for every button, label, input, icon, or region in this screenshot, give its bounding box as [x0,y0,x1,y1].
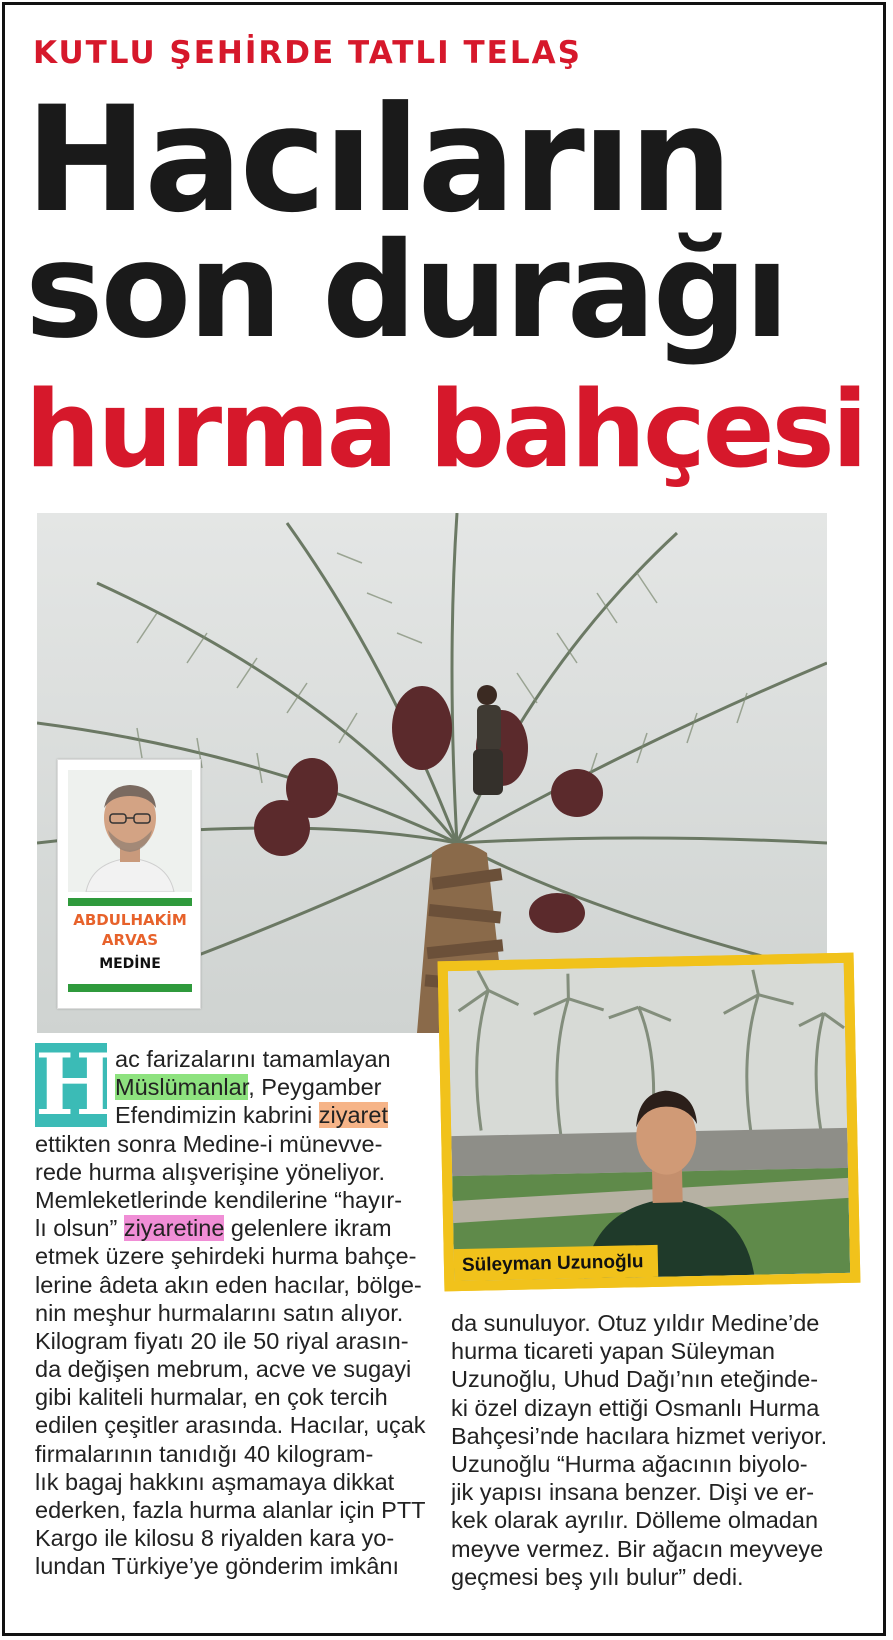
text-line: kek olarak ayrılır. Dölleme olmadan [451,1507,819,1534]
text-line: Bahçesi’nde hacılara hizmet veriyor. [451,1422,828,1449]
text-line: hurma ticareti yapan Süleyman [451,1338,775,1365]
text-fragment: lı olsun” [35,1215,124,1242]
text-line: lık bagaj hakkını aşmamaya dikkat [35,1468,395,1495]
body-column-1 [35,1035,435,1581]
author-city: MEDİNE [99,956,161,972]
photo-caption: Süleyman Uzunoğlu [454,1245,658,1281]
text-line: da sunuluyor. Otuz yıldır Medine’de [451,1310,820,1336]
text-line: geçmesi beş yılı bulur” dedi. [451,1563,744,1590]
text-line: ac farizalarını tamamlayan [115,1046,391,1072]
text-line: rede hurma alışverişine yöneliyor. [35,1158,386,1185]
text-line: Uzunoğlu, Uhud Dağı’nın eteğinde- [451,1366,819,1393]
text-line: lerine âdeta akın eden hacılar, bölge- [35,1271,422,1298]
text-line: etmek üzere şehirdeki hurma bahçe- [35,1243,417,1270]
author-bar-bottom [68,984,192,992]
author-portrait-illustration [68,770,192,892]
text-line: edilen çeşitler arasında. Hacılar, uçak [35,1412,426,1439]
text-line: Kilogram fiyatı 20 ile 50 riyal arasın- [35,1327,409,1354]
dropcap: H [35,1035,115,1134]
author-name-line-1: ABDULHAKİM [73,911,187,929]
text-fragment: Efendimizin kabrini [115,1102,319,1129]
highlight-pink: ziyaretine [123,1215,225,1242]
text-line: lundan Türkiye’ye gönderim imkânı [35,1553,399,1580]
author-bar-top [68,898,192,906]
text-line: nin meşhur hurmalarını satın alıyor. [35,1299,404,1326]
text-line: meyve vermez. Bir ağacın meyveye [451,1535,824,1562]
text-fragment: , Peygamber [248,1074,382,1101]
newspaper-page [2,2,886,1636]
text-line: firmalarının tanıdığı 40 kilogram- [35,1440,374,1467]
text-line: ettikten sonra Medine-i münevve- [35,1130,383,1157]
text-line: jik yapısı insana benzer. Dişi ve er- [451,1479,815,1506]
text-fragment: gelenlere ikram [224,1215,392,1242]
text-line [35,1214,435,1242]
body-column-2 [451,1309,851,1591]
headline-line-1: Hacıların [25,75,730,245]
text-line: Memleketlerinde kendilerine “hayır- [35,1186,403,1213]
text-line: gibi kaliteli hurmalar, en çok tercih [35,1384,388,1411]
author-avatar [68,770,192,892]
inset-photo [438,953,861,1292]
text-line: Uzunoğlu “Hurma ağacının biyolo- [451,1450,808,1477]
author-name-line-2: ARVAS [101,931,159,949]
kicker: KUTLU ŞEHİRDE TATLI TELAŞ [33,35,582,71]
text-line: da değişen mebrum, acve ve sugayi [35,1356,412,1383]
author-box [57,759,201,1009]
author-name [58,910,202,950]
text-line [35,1101,435,1129]
headline-line-2: son durağı [25,214,787,368]
text-line: ki özel dizayn ettiği Osmanlı Hurma [451,1394,820,1421]
highlight-orange: ziyaret [318,1102,388,1129]
headline-line-3: hurma bahçesi [25,368,866,491]
text-line [35,1073,435,1101]
text-line: Kargo ile kilosu 8 riyalden kara yo- [35,1525,395,1552]
portrait-photo-illustration [448,963,850,1281]
text-line: ederken, fazla hurma alanlar için PTT [35,1497,426,1523]
highlight-green: Müslümanlar [115,1074,249,1101]
